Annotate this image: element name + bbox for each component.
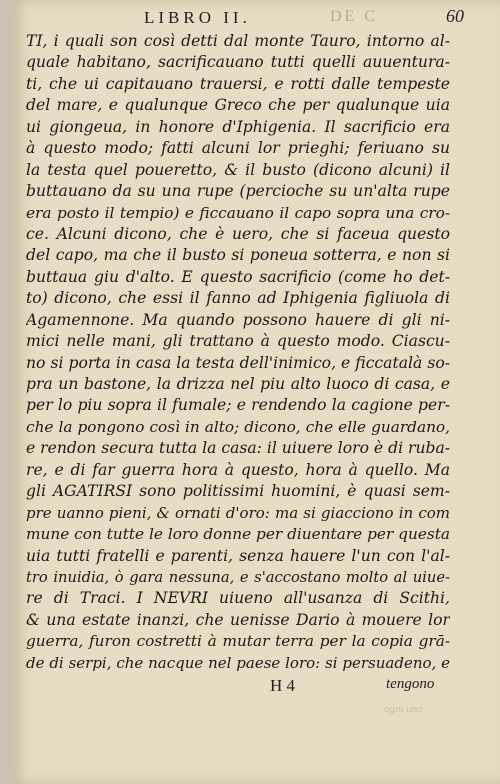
text-line: buttauano da su una rupe (percioche su un'alta rupe: [26, 182, 450, 201]
text-line: era posto il tempio) e ficcauano il capo sopra una cro-: [26, 203, 450, 222]
text-line: per lo piu sopra il fumale; e rendendo la cagione per-: [26, 396, 450, 415]
running-head: LIBRO II.: [144, 8, 251, 27]
text-line: pre uanno pieni, & ornati d'oro: ma si giacciono in com: [26, 503, 450, 522]
text-line: del mare, e qualunque Greco che per qualunque uia: [26, 96, 450, 115]
text-line: & una estate inanzi, che uenisse Dario à mouere lor: [26, 610, 450, 629]
text-line: guerra, furon costretti à mutar terra per la copia grā-: [26, 632, 450, 651]
text-line: gli AGATIRSI sono politissimi huomini, è quasi sem-: [26, 482, 450, 501]
text-line: ce. Alcuni dicono, che è uero, che si faceua questo: [26, 224, 450, 243]
text-line: mici nelle mani, gli trattano à questo modo. Ciascu-: [26, 332, 450, 351]
body-text: [26, 31, 450, 674]
text-line: che la pongono così in alto; dicono, che elle guardano,: [26, 417, 450, 436]
text-line: re, e di far guerra hora à questo, hora à quello. Ma: [26, 460, 450, 479]
text-line: ui giongeua, in honore d'Iphigenia. Il sacrificio era: [26, 117, 450, 136]
text-line: tro inuidia, ò gara nessuna, e s'accostano molto al uiue-: [26, 568, 450, 586]
text-line: del capo, ma che il busto si poneua sotterra, e non si: [26, 246, 450, 265]
text-line: ti, che ui capitauano trauersi, e rotti dalle tempeste: [26, 74, 450, 93]
page-footer: [12, 676, 500, 702]
signature-mark: H 4: [270, 676, 296, 695]
bleed-through-note: ogni uno: [384, 703, 423, 715]
text-line: no si porta in casa la testa dell'inimico, e ficcatalà so-: [26, 353, 450, 372]
bleed-through-text: DE C: [330, 8, 378, 25]
text-line: à questo modo; fatti alcuni lor prieghi; feriuano su: [26, 139, 450, 158]
text-line: TI, i quali son così detti dal monte Tauro, intorno al-: [26, 32, 450, 50]
text-line: e rendon secura tutta la casa: il uiuere loro è di ruba-: [26, 439, 450, 458]
folio-number: 60: [446, 6, 464, 26]
text-line: to) dicono, che essi il fanno ad Iphigenia figliuola di: [26, 289, 450, 308]
text-line: buttaua giu d'alto. E questo sacrificio (come ho det-: [26, 267, 450, 286]
text-line: pra un bastone, la drizza nel piu alto luoco di casa, e: [26, 375, 450, 393]
catchword: tengono: [386, 676, 435, 692]
text-line: mune con tutte le loro donne per diuentare per questa: [26, 525, 450, 544]
text-line: la testa quel poueretto, & il busto (dicono alcuni) il: [26, 160, 450, 179]
text-line: quale habitano, sacrificauano tutti quelli auuentura-: [26, 53, 450, 72]
text-line: uia tutti fratelli e parenti, senza hauere l'un con l'al-: [26, 546, 450, 565]
book-page: [12, 0, 500, 784]
text-line: Agamennone. Ma quando possono hauere di gli ni-: [26, 310, 450, 329]
text-line: de di serpi, che nacque nel paese loro: si persuadeno, e: [26, 653, 450, 672]
text-line: re di Traci. I NEVRI uiueno all'usanza di Scithi,: [26, 589, 450, 608]
page-header: [12, 4, 500, 30]
